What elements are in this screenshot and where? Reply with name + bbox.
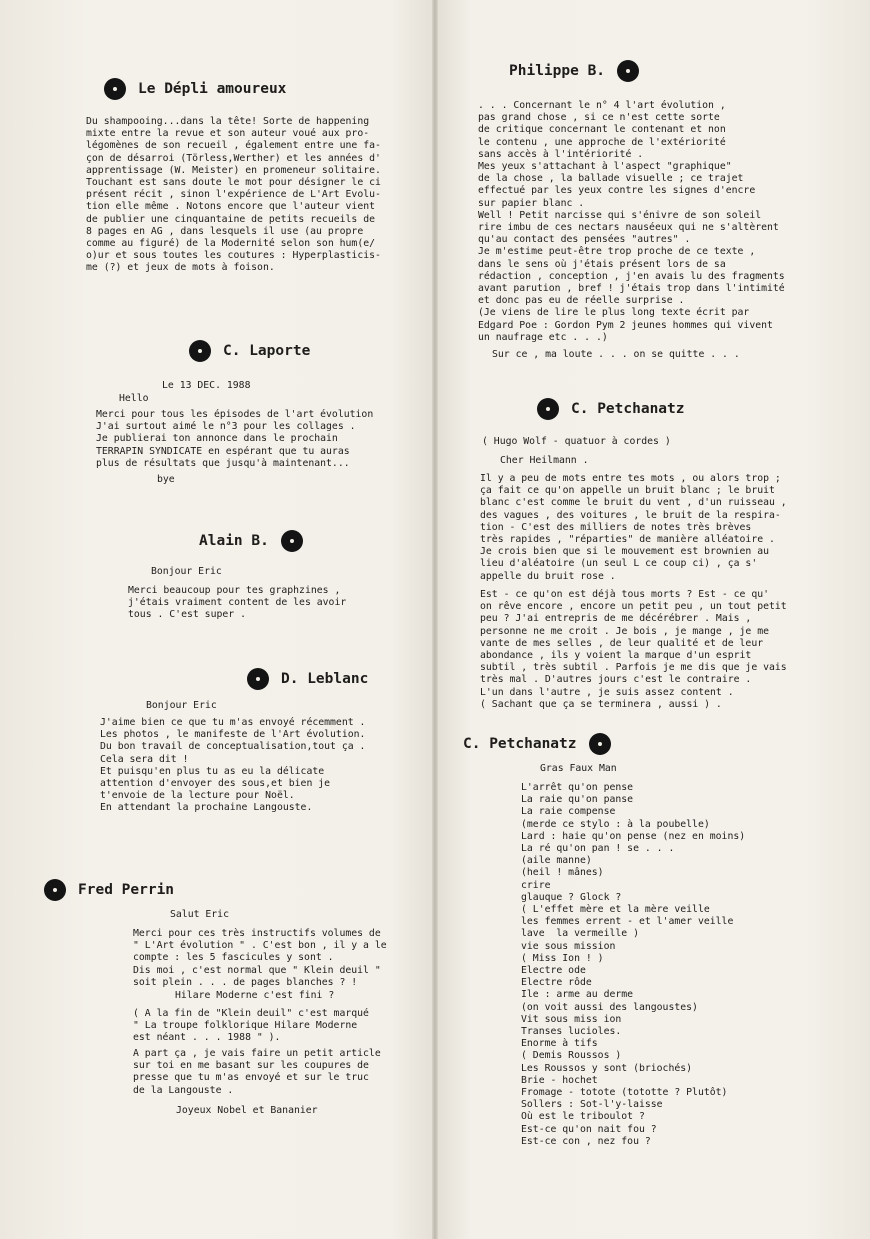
text-line: rédaction , conception , j'en avais lu des fragments — [478, 270, 785, 282]
text-line: La ré qu'on pan ! se . . . — [521, 843, 675, 855]
text-line: mixte entre la revue et son auteur voué aux pro- — [86, 128, 370, 140]
text-line: un naufrage etc . . .) — [478, 331, 608, 343]
text-line: subtil , très subtil . Parfois je me dis que je vais — [480, 662, 787, 674]
heading-perrin — [44, 879, 174, 901]
bullet-disc-icon — [247, 668, 269, 690]
text-line: Vit sous miss ion — [521, 1013, 622, 1025]
text-line: TERRAPIN SYNDICATE en espérant que tu auras — [96, 445, 350, 457]
text-line: (aile manne) — [521, 855, 592, 867]
text-line: Fromage - totote (tototte ? Plutôt) — [521, 1087, 728, 1099]
text-line: Je crois bien que si le mouvement est brownien au — [480, 546, 770, 558]
text-line: Et puisqu'en plus tu as eu la délicate — [100, 765, 325, 777]
text-line: o)ur et sous toutes les coutures : Hyperplasticis- — [86, 250, 381, 262]
text-line: peu ? J'ai entrepris de me décérébrer . Mais , — [480, 613, 752, 625]
text-line: de la Langouste . — [133, 1084, 234, 1096]
text-line: ( Sachant que ça se terminera , aussi ) . — [480, 698, 722, 710]
text-line: crire — [521, 879, 551, 891]
perrin-closing: Joyeux Nobel et Bananier — [176, 1105, 318, 1116]
heading-petch1 — [537, 398, 685, 420]
heading-depli — [104, 78, 286, 100]
text-line: " La troupe folklorique Hilare Moderne — [133, 1020, 358, 1032]
text-line: Est-ce qu'on nait fou ? — [521, 1123, 657, 1135]
text-line: J'ai surtout aimé le n°3 pour les collages . — [96, 421, 356, 433]
text-line: très mal . D'autres jours c'est le contraire . — [480, 674, 752, 686]
text-line: Mes yeux s'attachant à l'aspect "graphique" — [478, 161, 732, 173]
laporte-closing: bye — [157, 474, 175, 485]
text-line: avant parution , bref ! j'étais trop dans l'intimité — [478, 283, 785, 295]
text-line: appelle du bruit rose . — [480, 570, 616, 582]
text-line: de la chose , la ballade visuelle ; ce trajet — [478, 173, 744, 185]
text-line: Où est le triboulot ? — [521, 1111, 645, 1123]
text-line: présent récit , sinon l'expérience de L'Art Evolu- — [86, 189, 381, 201]
bullet-disc-icon — [104, 78, 126, 100]
perrin-body-2 — [133, 1008, 369, 1045]
heading-perrin-text: Fred Perrin — [78, 882, 175, 898]
text-line: ( A la fin de "Klein deuil" c'est marqué — [133, 1008, 369, 1019]
book-gutter — [432, 0, 438, 1239]
text-line: 8 pages en AG , dans lesquels il use (au propre — [86, 225, 364, 237]
text-line: sur papier blanc . — [478, 197, 585, 209]
text-line: Touchant est sans doute le mot pour désigner le ci — [86, 177, 381, 189]
text-line: En attendant la prochaine Langouste. — [100, 802, 313, 814]
text-line: apprentissage (W. Meister) en promeneur solitaire. — [86, 164, 381, 176]
text-line: (Je viens de lire le plus long texte écrit par — [478, 307, 750, 319]
text-line: La raie qu'on panse — [521, 794, 634, 806]
laporte-greeting: Hello — [119, 393, 149, 404]
bullet-disc-icon — [281, 530, 303, 552]
text-line: comme au figuré) de la Modernité selon son hum(e/ — [86, 238, 376, 250]
bullet-disc-icon — [44, 879, 66, 901]
heading-petch2 — [463, 733, 611, 755]
text-line: abondance , ils y voient la marque d'un esprit — [480, 650, 752, 662]
text-line: presse que tu m'as envoyé et sur le truc — [133, 1072, 369, 1084]
text-line: Ile : arme au derme — [521, 989, 634, 1001]
text-line: Merci beaucoup pour tes graphzines , — [128, 585, 341, 596]
text-line: ( Miss Ion ! ) — [521, 952, 604, 964]
petch1-body-2 — [480, 589, 787, 711]
heading-alain-text: Alain B. — [199, 533, 269, 549]
text-line: on rêve encore , encore un petit peu , un tout petit — [480, 601, 787, 613]
heading-philippe — [509, 60, 639, 82]
text-line: lave la vermeille ) — [521, 928, 639, 940]
text-line: est néant . . . 1988 " ). — [133, 1032, 281, 1044]
text-line: rire imbu de ces nectars nauséeux qui ne s'altèrent — [478, 222, 779, 234]
heading-leblanc — [247, 668, 368, 690]
text-line: qu'au contact des pensées "autres" . — [478, 234, 691, 246]
text-line: Est-ce con , nez fou ? — [521, 1135, 651, 1147]
text-line: Electre rôde — [521, 977, 592, 989]
text-line: vante de mes selles , de leur qualité et de leur — [480, 637, 764, 649]
text-line: Dis moi , c'est normal que " Klein deuil " — [133, 964, 381, 976]
heading-petch2-text: C. Petchanatz — [463, 736, 577, 752]
text-line: personne ne me croit . Je bois , je mange , je me — [480, 625, 770, 637]
text-line: attention d'envoyer des sous,et bien je — [100, 778, 331, 790]
text-line: effectué par les yeux contre les signes d'encre — [478, 185, 756, 197]
text-line: légomènes de son recueil , également entre une fa- — [86, 140, 381, 152]
text-line: glauque ? Glock ? — [521, 891, 622, 903]
text-line: Merci pour tous les épisodes de l'art évolution — [96, 409, 374, 420]
petch1-body-1 — [480, 473, 787, 583]
text-line: des vagues , des voitures , le bruit de la respira- — [480, 509, 781, 521]
text-line: Transes lucioles. — [521, 1026, 622, 1038]
text-line: très rapides , "réparties" de manière alléatoire . — [480, 534, 775, 546]
heading-leblanc-text: D. Leblanc — [281, 671, 369, 687]
text-line: (on voit aussi des langoustes) — [521, 1001, 698, 1013]
text-line: A part ça , je vais faire un petit article — [133, 1048, 381, 1059]
text-line: Est - ce qu'on est déjà tous morts ? Est - ce qu' — [480, 589, 770, 600]
perrin-body-1 — [133, 928, 387, 989]
text-line: blanc c'est comme le bruit du vent , d'un ruisseau , — [480, 497, 787, 509]
text-line: Il y a peu de mots entre tes mots , ou alors trop ; — [480, 473, 781, 484]
leblanc-greeting: Bonjour Eric — [146, 700, 217, 711]
text-line: compte : les 5 fascicules y sont . — [133, 952, 334, 964]
leblanc-body — [100, 717, 365, 815]
text-line: le contenu , une approche de l'extériorité — [478, 136, 726, 148]
text-line: Je m'estime peut-être trop proche de ce texte , — [478, 246, 756, 258]
text-line: dans le sens où j'étais présent lors de sa — [478, 258, 726, 270]
text-line: Brie - hochet — [521, 1074, 598, 1086]
philippe-closing: Sur ce , ma loute . . . on se quitte . . . — [492, 349, 740, 360]
text-line: Electre ode — [521, 965, 586, 977]
petch2-poem — [521, 782, 745, 1148]
heading-laporte-text: C. Laporte — [223, 343, 311, 359]
text-line: ( Demis Roussos ) — [521, 1050, 622, 1062]
text-line: La raie compense — [521, 806, 616, 818]
text-line: Enorme à tifs — [521, 1038, 598, 1050]
text-line: " L'Art évolution " . C'est bon , il y a le — [133, 940, 387, 952]
perrin-hilare: Hilare Moderne c'est fini ? — [175, 990, 335, 1001]
text-line: Les Roussos y sont (briochés) — [521, 1062, 693, 1074]
text-line: Les photos , le manifeste de l'Art évolution. — [100, 729, 366, 741]
philippe-body — [478, 100, 785, 344]
heading-philippe-text: Philippe B. — [509, 63, 606, 79]
text-line: j'étais vraiment content de les avoir — [128, 597, 347, 609]
laporte-body — [96, 409, 373, 470]
text-line: Je publierai ton annonce dans le prochain — [96, 433, 338, 445]
text-line: (merde ce stylo : à la poubelle) — [521, 818, 710, 830]
text-line: tion - C'est des milliers de notes très brèves — [480, 521, 752, 533]
text-line: sans accès à l'intériorité . — [478, 148, 644, 160]
alain-greeting: Bonjour Eric — [151, 566, 222, 577]
bullet-disc-icon — [537, 398, 559, 420]
perrin-body-3 — [133, 1048, 381, 1097]
text-line: de publier une cinquantaine de petits recueils de — [86, 213, 376, 225]
text-line: Sollers : Sot-l'y-laisse — [521, 1099, 663, 1111]
text-line: me (?) et jeux de mots à foison. — [86, 262, 275, 274]
bullet-disc-icon — [617, 60, 639, 82]
petch1-subtitle: ( Hugo Wolf - quatuor à cordes ) — [482, 436, 671, 447]
text-line: ( L'effet mère et la mère veille — [521, 904, 710, 916]
text-line: ça fait ce qu'on appelle un bruit blanc ; le bruit — [480, 485, 775, 497]
text-line: Merci pour ces très instructifs volumes de — [133, 928, 381, 939]
laporte-date: Le 13 DEC. 1988 — [162, 380, 251, 391]
text-line: et donc pas eu de réelle surprise . — [478, 295, 685, 307]
heading-depli-text: Le Dépli amoureux — [138, 81, 287, 97]
text-line: tous . C'est super . — [128, 609, 246, 621]
text-line: Lard : haie qu'on pense (nez en moins) — [521, 830, 746, 842]
text-line: Edgard Poe : Gordon Pym 2 jeunes hommes qui vivent — [478, 319, 773, 331]
bullet-disc-icon — [189, 340, 211, 362]
alain-body — [128, 585, 346, 622]
text-line: L'arrêt qu'on pense — [521, 782, 634, 793]
bullet-disc-icon — [589, 733, 611, 755]
text-line: vie sous mission — [521, 940, 616, 952]
depli-body — [86, 116, 381, 275]
heading-alain — [199, 530, 303, 552]
text-line: les femmes errent - et l'amer veille — [521, 916, 734, 928]
text-line: pas grand chose , si ce n'est cette sorte — [478, 112, 720, 124]
heading-petch1-text: C. Petchanatz — [571, 401, 685, 417]
text-line: lieu d'aléatoire (un seul L ce coup ci) , ça s' — [480, 558, 758, 570]
text-line: t'envoie de la lecture pour Noël. — [100, 790, 295, 802]
text-line: Du bon travail de conceptualisation,tout ça . — [100, 741, 366, 753]
text-line: (heil ! mânes) — [521, 867, 604, 879]
heading-laporte — [189, 340, 310, 362]
text-line: plus de résultats que jusqu'à maintenant... — [96, 457, 350, 469]
petch1-greeting: Cher Heilmann . — [500, 455, 589, 466]
text-line: Well ! Petit narcisse qui s'énivre de son soleil — [478, 209, 762, 221]
text-line: soit plein . . . de pages blanches ? ! — [133, 976, 358, 988]
text-line: de critique concernant le contenant et non — [478, 124, 726, 136]
text-line: J'aime bien ce que tu m'as envoyé récemment . — [100, 717, 366, 728]
text-line: L'un dans l'autre , je suis assez content . — [480, 686, 734, 698]
petch2-poem-title: Gras Faux Man — [540, 763, 617, 774]
text-line: çon de désarroi (Törless,Werther) et les années d' — [86, 152, 381, 164]
text-line: Du shampooing...dans la tête! Sorte de happening — [86, 116, 370, 127]
text-line: sur toi en me basant sur les coupures de — [133, 1060, 369, 1072]
text-line: tion elle même . Notons encore que l'auteur vient — [86, 201, 376, 213]
text-line: Cela sera dit ! — [100, 753, 189, 765]
text-line: . . . Concernant le n° 4 l'art évolution , — [478, 100, 726, 111]
perrin-greeting: Salut Eric — [170, 909, 229, 920]
